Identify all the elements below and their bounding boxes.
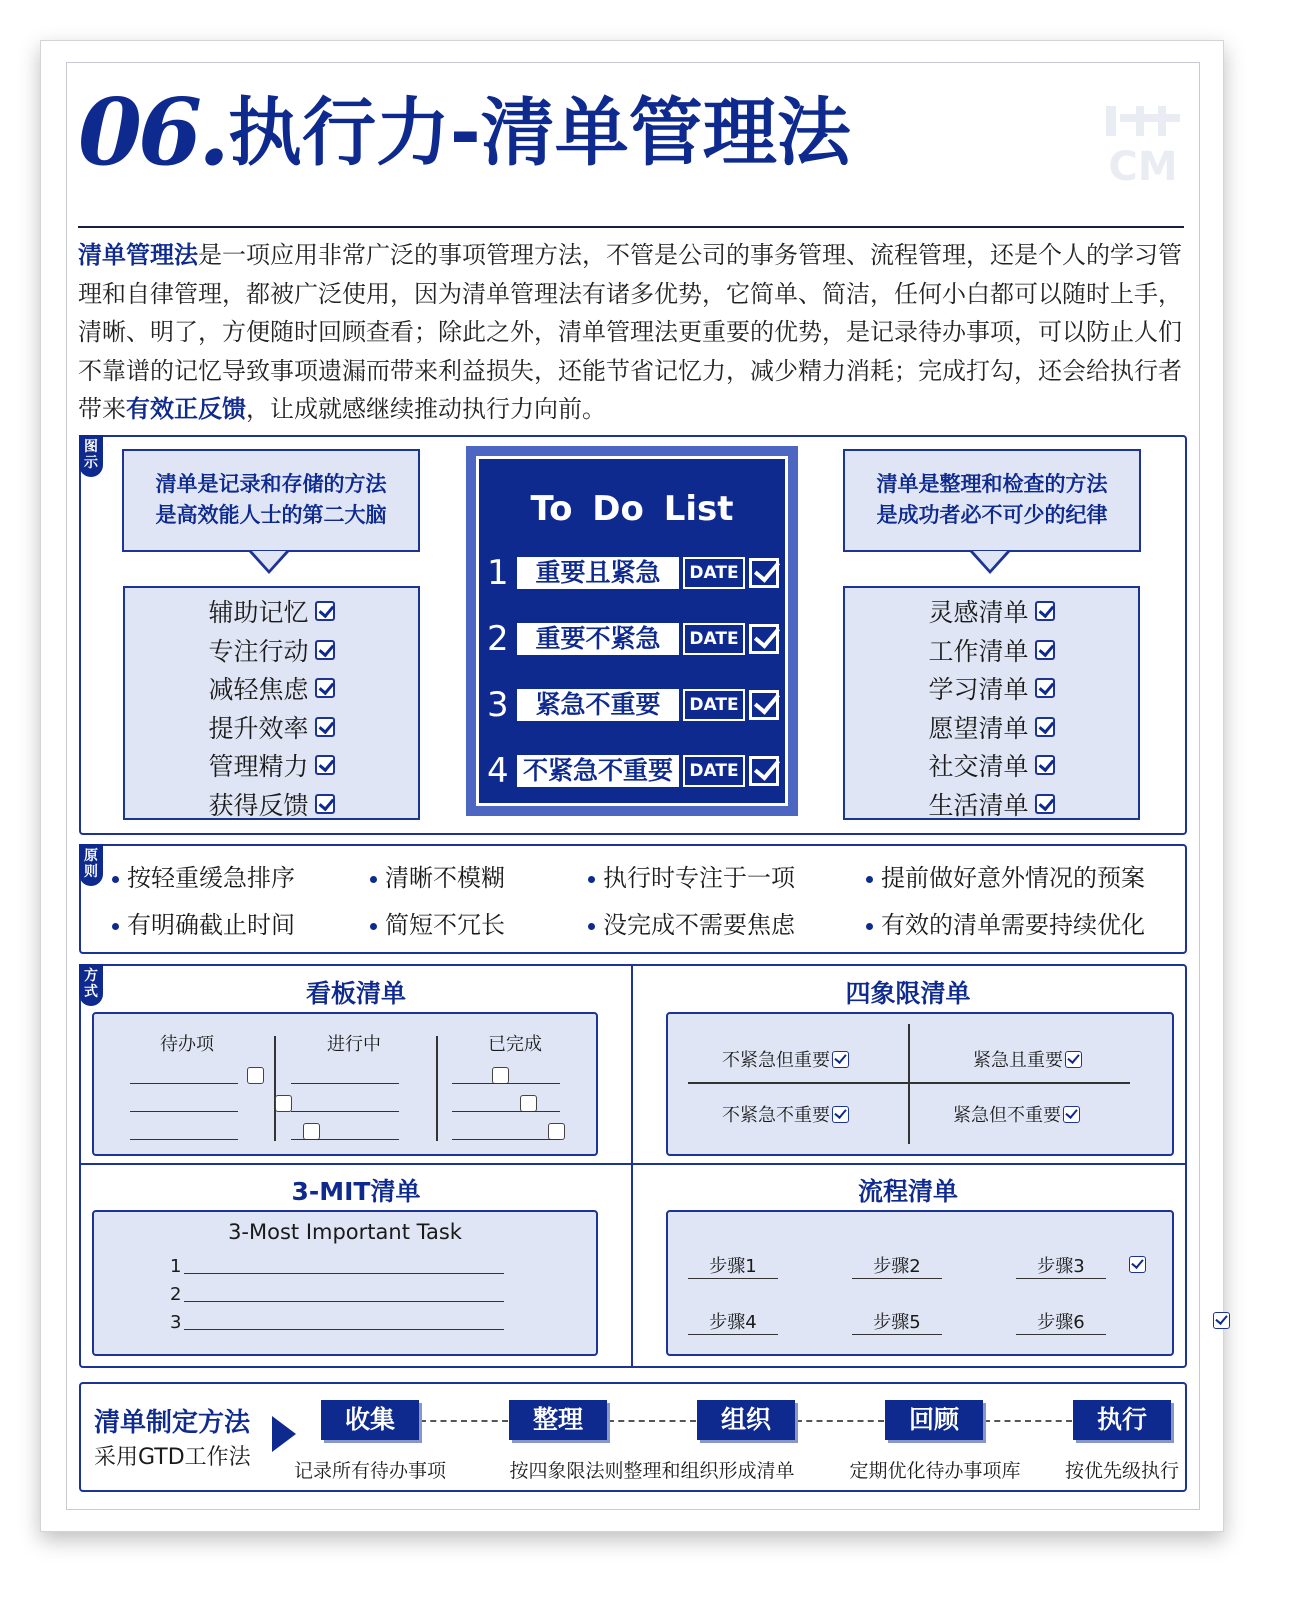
flow-title: 流程清单 (857, 1177, 958, 1206)
list-item: 提升效率 (125, 708, 418, 747)
process-step: 执行 (1073, 1400, 1171, 1440)
checkbox-icon (315, 755, 335, 775)
play-arrow-icon (272, 1416, 296, 1452)
principle-item: 没完成不需要焦虑 (588, 905, 795, 940)
checkbox-icon (1035, 601, 1055, 621)
flow-step: 步骤3 (1016, 1252, 1106, 1279)
list-item: 获得反馈 (125, 785, 418, 824)
quadrant-cell: 不紧急不重要 (722, 1101, 849, 1127)
process-title: 清单制定方法 (94, 1408, 251, 1438)
flow-step: 步骤6 (1016, 1308, 1106, 1335)
list-item: 减轻焦虑 (125, 669, 418, 708)
intro-paragraph (78, 236, 1188, 429)
quadrant-cell: 紧急但不重要 (953, 1101, 1080, 1127)
intro-body-1: 是一项应用非常广泛的事项管理方法，不管是公司的事务管理、流程管理，还是个人的学习管理和自律管理，都被广泛使用，因为清单管理法有诸多优势，它简单、简洁，任何小白都可以随时上手，清晰、明了，方便随时回顾查看；除此之外，清单管理法更重要的优势，是记录待办事项，可以防止人们不靠谱的记忆导致事项遗漏而带来利益损失，还能节省记忆力，减少精力消耗；完成打勾，还会给执行者带来 (78, 241, 1182, 423)
quadrant-cell: 不紧急但重要 (722, 1046, 849, 1072)
svg-text:CM: CM (1108, 144, 1178, 186)
process-step: 回顾 (885, 1400, 983, 1440)
kanban-title: 看板清单 (305, 979, 406, 1008)
checkbox-icon (315, 794, 335, 814)
flow-step: 步骤4 (688, 1308, 778, 1335)
principle-item: 简短不冗长 (370, 905, 505, 940)
flow-step: 步骤1 (688, 1252, 778, 1279)
principle-item: 提前做好意外情况的预案 (866, 858, 1145, 893)
list-item: 社交清单 (845, 746, 1138, 785)
process-step: 收集 (321, 1400, 419, 1440)
checkbox-icon (749, 624, 779, 654)
process-step: 整理 (509, 1400, 607, 1440)
checkbox-icon (315, 640, 335, 660)
quadrant-panel (666, 1012, 1174, 1156)
kanban-col-done: 已完成 (488, 1034, 542, 1055)
list-item: 管理精力 (125, 746, 418, 785)
process-desc: 定期优化待办事项库 (849, 1460, 1021, 1482)
principle-item: 清晰不模糊 (370, 858, 505, 893)
process-desc: 按四象限法则整理和组织形成清单 (509, 1460, 795, 1482)
todo-row: 3 紧急不重要 DATE (487, 687, 779, 723)
list-item: 专注行动 (125, 631, 418, 670)
intro-lead: 清单管理法 (78, 241, 198, 269)
todo-row: 2 重要不紧急 DATE (487, 621, 779, 657)
checkbox-icon (303, 1123, 320, 1140)
checkbox-icon (1063, 1106, 1080, 1123)
checkbox-icon (492, 1067, 509, 1084)
checkbox-icon (1035, 678, 1055, 698)
process-desc: 记录所有待办事项 (293, 1460, 446, 1482)
quadrant-title: 四象限清单 (845, 979, 971, 1008)
diagram-tab: 图示 (79, 435, 103, 477)
right-list-types (843, 586, 1140, 820)
right-bubble: 清单是整理和检查的方法 是成功者必不可少的纪律 (843, 449, 1141, 552)
kanban-col-doing: 进行中 (327, 1034, 381, 1055)
principle-item: 有效的清单需要持续优化 (866, 905, 1145, 940)
checkbox-icon (1213, 1312, 1230, 1329)
mit-title: 3-MIT清单 (291, 1177, 421, 1206)
checkbox-icon (247, 1067, 264, 1084)
header-rule (78, 226, 1184, 228)
checkbox-icon (749, 558, 779, 588)
checkbox-icon (749, 690, 779, 720)
checkbox-icon (1129, 1256, 1146, 1273)
checkbox-icon (749, 756, 779, 786)
methods-tab: 方式 (79, 964, 103, 1006)
list-item: 工作清单 (845, 631, 1138, 670)
flow-step: 步骤2 (852, 1252, 942, 1279)
checkbox-icon (832, 1051, 849, 1068)
todo-list-card (466, 446, 798, 816)
checkbox-icon (315, 717, 335, 737)
checkbox-icon (520, 1095, 537, 1112)
intro-body-2: ，让成就感继续推动执行力向前。 (246, 395, 606, 423)
checkbox-icon (1065, 1051, 1082, 1068)
checkbox-icon (1035, 717, 1055, 737)
kanban-col-todo: 待办项 (160, 1034, 214, 1055)
list-item: 辅助记忆 (125, 592, 418, 631)
left-benefits-list (123, 586, 420, 820)
process-step: 组织 (697, 1400, 795, 1440)
todo-row: 4 不紧急不重要 DATE (487, 753, 779, 789)
checkbox-icon (315, 678, 335, 698)
list-item: 愿望清单 (845, 708, 1138, 747)
intro-emphasis: 有效正反馈 (126, 395, 246, 423)
page-title: 执行力-清单管理法 (228, 90, 851, 176)
checkbox-icon (1035, 640, 1055, 660)
left-bubble: 清单是记录和存储的方法 是高效能人士的第二大脑 (122, 449, 420, 552)
todo-row: 1 重要且紧急 DATE (487, 555, 779, 591)
principle-item: 按轻重缓急排序 (112, 858, 295, 893)
checkbox-icon (832, 1106, 849, 1123)
mit-subtitle: 3-Most Important Task (228, 1220, 462, 1244)
principle-item: 执行时专注于一项 (588, 858, 795, 893)
checkbox-icon (1035, 755, 1055, 775)
section-number: 06. (78, 78, 227, 186)
watermark-logo (1100, 100, 1186, 186)
checkbox-icon (1035, 794, 1055, 814)
todo-title: To Do List (530, 489, 734, 529)
list-item: 灵感清单 (845, 592, 1138, 631)
checkbox-icon (275, 1095, 292, 1112)
principles-tab: 原则 (79, 844, 103, 886)
checkbox-icon (315, 601, 335, 621)
process-desc: 按优先级执行 (1064, 1460, 1179, 1482)
list-item: 学习清单 (845, 669, 1138, 708)
checkbox-icon (548, 1123, 565, 1140)
flow-step: 步骤5 (852, 1308, 942, 1335)
quadrant-cell: 紧急且重要 (973, 1046, 1082, 1072)
principle-item: 有明确截止时间 (112, 905, 295, 940)
process-subtitle: 采用GTD工作法 (94, 1445, 251, 1470)
list-item: 生活清单 (845, 785, 1138, 824)
